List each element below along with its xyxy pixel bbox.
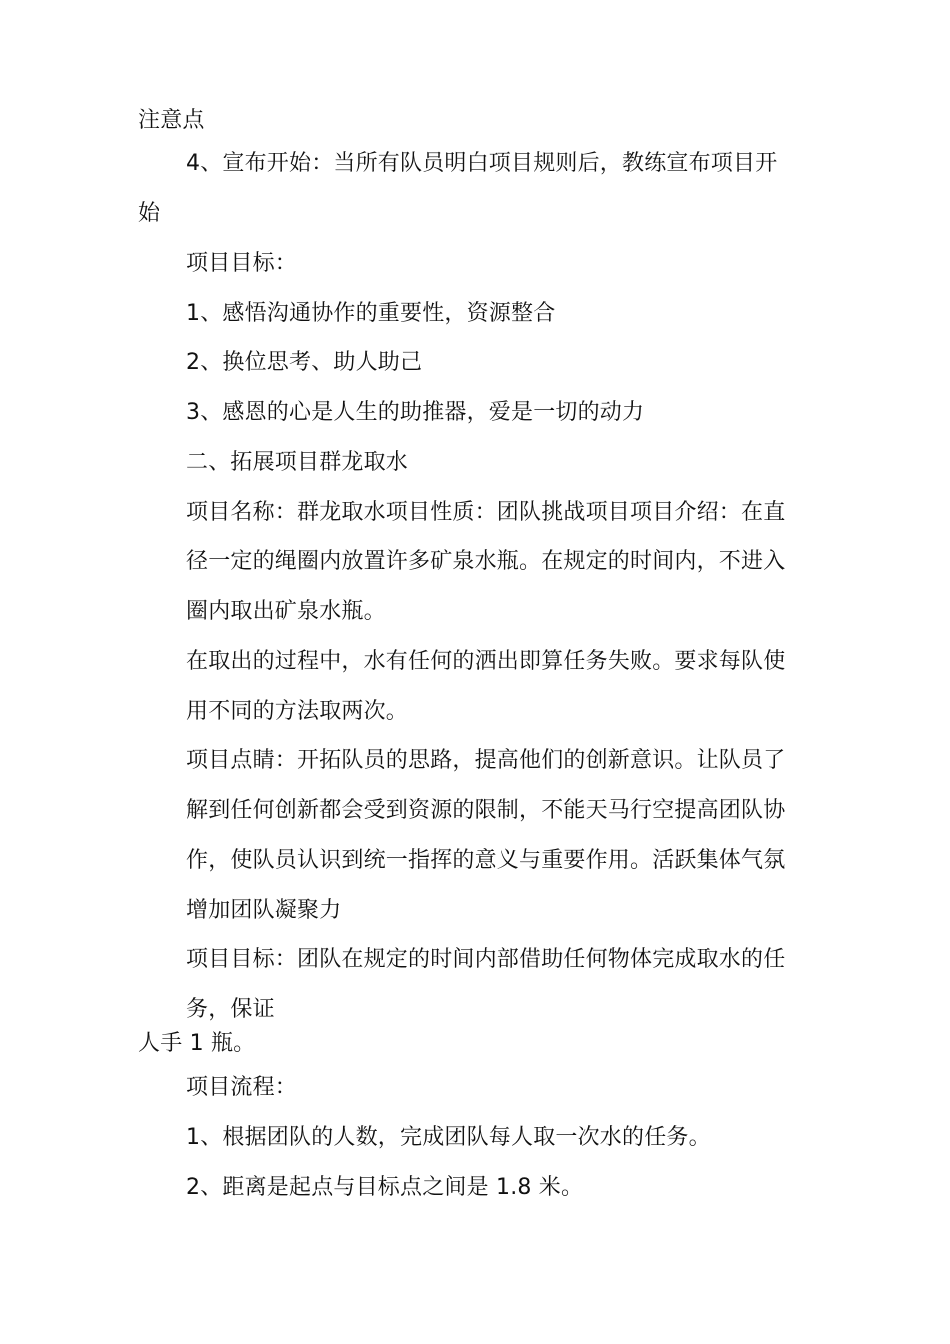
text-line-process-1: 1、根据团队的人数，完成团队每人取一次水的任务。	[186, 1125, 711, 1150]
text-line-one-bottle-each: 人手 1 瓶。	[138, 1031, 256, 1056]
text-line-goal-task-2: 务，保证	[186, 997, 275, 1022]
text-line-highlight-4: 增加团队凝聚力	[186, 898, 342, 923]
text-line-rule-2: 用不同的方法取两次。	[186, 699, 409, 724]
text-line-project-goal-heading: 项目目标：	[186, 251, 298, 276]
text-line-rule-1: 在取出的过程中，水有任何的洒出即算任务失败。要求每队使	[186, 649, 786, 674]
text-line-goal-task: 项目目标：团队在规定的时间内部借助任何物体完成取水的任	[186, 947, 786, 972]
text-line-highlight-1: 项目点睛：开拓队员的思路，提高他们的创新意识。让队员了	[186, 748, 786, 773]
text-line-project-intro-3: 圈内取出矿泉水瓶。	[186, 599, 386, 624]
text-line-note-points: 注意点	[138, 108, 205, 133]
text-line-start-continued: 始	[138, 201, 161, 226]
text-line-announce-start: 4、宣布开始：当所有队员明白项目规则后，教练宣布项目开	[186, 151, 778, 176]
text-line-goal-2: 2、换位思考、助人助己	[186, 350, 423, 375]
text-line-highlight-3: 作，使队员认识到统一指挥的意义与重要作用。活跃集体气氛	[186, 848, 786, 873]
section-heading-dragon-water: 二、拓展项目群龙取水	[186, 450, 409, 475]
text-line-project-name: 项目名称：群龙取水项目性质：团队挑战项目项目介绍：在直	[186, 500, 786, 525]
text-line-goal-1: 1、感悟沟通协作的重要性，资源整合	[186, 301, 556, 326]
text-line-project-intro-2: 径一定的绳圈内放置许多矿泉水瓶。在规定的时间内，不进入	[186, 549, 786, 574]
text-line-goal-3: 3、感恩的心是人生的助推器，爱是一切的动力	[186, 400, 645, 425]
text-line-process-heading: 项目流程：	[186, 1075, 298, 1100]
text-line-process-2: 2、距离是起点与目标点之间是 1.8 米。	[186, 1175, 584, 1200]
text-line-highlight-2: 解到任何创新都会受到资源的限制，不能天马行空提高团队协	[186, 798, 786, 823]
